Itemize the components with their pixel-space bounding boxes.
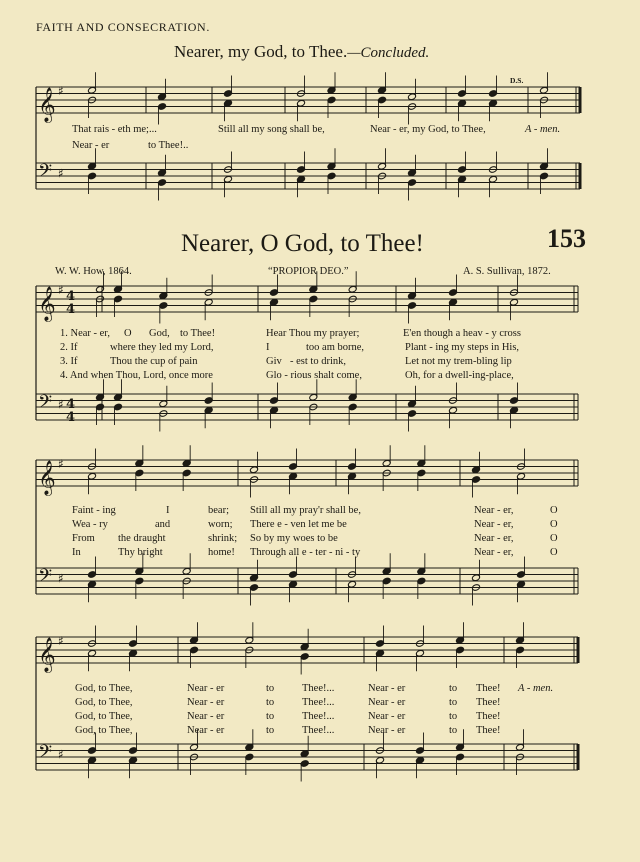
lyric-phrase: Near - er, my God, to Thee, [370,124,486,135]
sharp-icon: ♯ [58,456,64,471]
bass-clef-icon: 𝄢 [38,565,53,591]
bass-clef-icon: 𝄢 [38,160,53,186]
lyric-phrase: Near - er, [474,505,514,516]
lyric-phrase: O [550,533,558,544]
lyric-phrase: Thee! [476,711,501,722]
lyric-phrase: Thee! [476,697,501,708]
lyric-phrase: shrink; [208,533,238,544]
hymn-number: 153 [547,224,586,253]
lyric-amen: A - men. [518,683,554,694]
lyric-phrase: Thee!... [302,697,335,708]
lyric-phrase: Near - er [187,683,225,694]
lyric-phrase: the draught [118,533,166,544]
staves [36,84,580,770]
lyric-phrase: 2. If [60,342,78,353]
lyric-phrase: So by my woes to be [250,533,338,544]
bass-clef-icon: 𝄢 [38,741,53,767]
lyric-phrase: Near - er, [474,519,514,530]
lyric-phrase: Thee!... [302,725,335,736]
lyric-phrase: Plant - ing my steps in His, [405,342,520,353]
lyric-phrase: and [155,519,171,530]
lyric-phrase: where they led my Lord, [110,342,214,353]
treble-clef-icon: 𝄞 [38,286,56,322]
treble-clef-icon: 𝄞 [38,87,56,123]
lyric-phrase: Thee!... [302,683,335,694]
concluded-label: —Concluded. [347,45,430,61]
lyric-phrase: Near - er [187,725,225,736]
bass-clef-icon: 𝄢 [38,391,53,417]
lyric-phrase: to [449,697,458,708]
lyric-phrase: to [266,711,275,722]
sharp-icon: ♯ [58,397,64,412]
sharp-icon: ♯ [58,633,64,648]
time-signature: 4 [66,410,76,425]
time-signature: 4 [66,302,76,317]
lyric-phrase: Thee! [476,725,501,736]
lyric-phrase: Near - er [187,697,225,708]
lyric-phrase: In [72,547,81,558]
lyric-phrase: God, to Thee, [75,725,133,736]
lyric-phrase: Thee!... [302,711,335,722]
lyric-phrase: home! [208,547,235,558]
lyric-phrase: Near - er [368,711,406,722]
treble-clef-icon: 𝄞 [38,460,56,496]
lyric-phrase: Through all e - ter - ni - ty [250,547,361,558]
lyric-phrase: to [266,683,275,694]
lyric-phrase: Glo - rious shalt come, [266,370,362,381]
lyric-phrase: 1. Near - er, [60,328,111,339]
lyric-phrase: bear; [208,505,229,516]
lyric-amen: A - men. [525,124,561,135]
lyric-phrase: I [266,342,270,353]
lyric-phrase: 3. If [60,356,78,367]
lyric-phrase: - est to drink, [290,356,346,367]
lyric-phrase: 4. And when Thou, Lord, once more [60,370,213,381]
lyric-phrase: Wea - ry [72,519,108,530]
lyric-phrase: God, to Thee, [75,683,133,694]
sharp-icon: ♯ [58,571,64,586]
lyric-phrase: Near - er, [474,547,514,558]
lyric-phrase: to [449,725,458,736]
lyric-phrase: to [449,683,458,694]
tune-name: “PROPIOR DEO.” [268,266,349,277]
lyric-phrase: Oh, for a dwell-ing-place, [405,370,514,381]
lyric-phrase: God, [149,328,170,339]
lyric-phrase: Thou the cup of pain [110,356,198,367]
lyric-phrase: God, to Thee, [75,711,133,722]
lyric-phrase: to Thee!.. [148,140,189,151]
lyric-phrase: Faint - ing [72,505,116,516]
lyric-phrase: Near - er [187,711,225,722]
lyric-phrase: Near - er, [474,533,514,544]
lyric-phrase: Still all my song shall be, [218,124,325,135]
hymn-title: Nearer, O God, to Thee! [181,230,424,257]
sharp-icon: ♯ [58,166,64,181]
lyric-phrase: Near - er [72,140,110,151]
lyric-phrase: That rais - eth me;... [72,124,157,135]
lyric-phrase: to [266,725,275,736]
lyric-phrase: I [166,505,170,516]
notes [88,72,549,781]
time-signature: 4 [66,289,76,304]
treble-clef-icon: 𝄞 [38,637,56,673]
lyric-phrase: Near - er [368,683,406,694]
lyric-phrase: Thy bright [118,547,163,558]
ds-mark: D.S. [510,76,524,85]
lyric-phrase: Still all my pray'r shall be, [250,505,361,516]
lyric-phrase: Let not my trem-bling lip [405,356,512,367]
lyric-phrase: Thee! [476,683,501,694]
sharp-icon: ♯ [58,282,64,297]
lyric-phrase: O [124,328,132,339]
time-signature: 4 [66,397,76,412]
previous-hymn-title-text: Nearer, my God, to Thee. [174,42,348,61]
lyric-phrase: Near - er [368,725,406,736]
lyric-phrase: Giv [266,356,282,367]
lyric-phrase: E'en though a heav - y cross [403,328,521,339]
lyric-phrase: too am borne, [306,342,365,353]
lyric-phrase: From [72,533,95,544]
lyric-phrase: to [266,697,275,708]
lyric-phrase: Near - er [368,697,406,708]
composer-credit: A. S. Sullivan, 1872. [463,266,551,277]
author-credit: W. W. How, 1864. [55,266,132,277]
lyric-phrase: Hear Thou my prayer; [266,328,360,339]
lyric-phrase: O [550,519,558,530]
page-header: FAITH AND CONSECRATION. [36,20,210,34]
lyric-phrase: God, to Thee, [75,697,133,708]
sharp-icon: ♯ [58,83,64,98]
lyric-phrase: O [550,505,558,516]
lyric-phrase: to [449,711,458,722]
lyric-phrase: to Thee! [180,328,216,339]
lyric-phrase: worn; [208,519,233,530]
lyric-phrase: O [550,547,558,558]
sharp-icon: ♯ [58,747,64,762]
lyric-phrase: There e - ven let me be [250,519,347,530]
